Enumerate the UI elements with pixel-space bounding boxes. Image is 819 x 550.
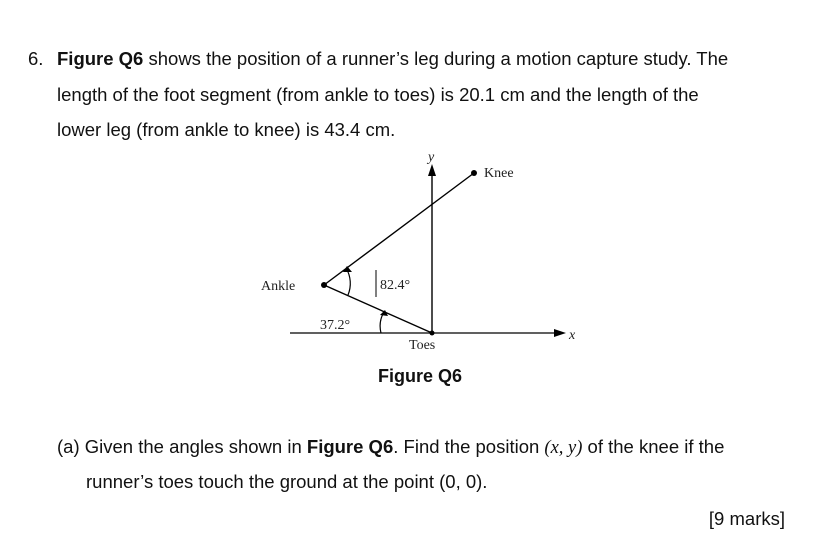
marks-label: [9 marks]	[708, 508, 785, 529]
part-a-middle: . Find the position	[393, 436, 545, 457]
figure-caption: Figure Q6	[377, 366, 462, 386]
intro-line-1-text: shows the position of a runner’s leg during a motion capture study. The	[143, 48, 729, 69]
toes-label: Toes	[409, 338, 436, 353]
knee-position-math: (x, y)	[544, 438, 583, 458]
ground-angle-label: 37.2°	[320, 318, 351, 333]
x-axis-arrow	[554, 329, 566, 337]
part-a-line-2: runner’s toes touch the ground at the point (0, 0).	[86, 471, 488, 492]
figure-reference: Figure Q6	[57, 48, 144, 69]
part-a-prefix: (a) Given the angles shown in	[57, 436, 307, 457]
y-axis-label: y	[428, 150, 435, 165]
part-a-figure-reference: Figure Q6	[306, 436, 394, 457]
part-a-suffix: of the knee if the	[582, 436, 725, 457]
question-number: 6.	[28, 48, 44, 69]
ankle-label: Ankle	[261, 279, 296, 294]
ankle-joint	[321, 282, 327, 288]
part-a-line-1	[57, 435, 724, 460]
knee-joint	[471, 170, 477, 176]
intro-line-2: length of the foot segment (from ankle to toes) is 20.1 cm and the length of the	[57, 84, 699, 105]
intro-line-3: lower leg (from ankle to knee) is 43.4 cm.	[57, 119, 396, 140]
knee-label: Knee	[484, 166, 514, 181]
y-axis-arrow	[428, 164, 436, 176]
x-axis-label: x	[569, 328, 576, 343]
ankle-angle-arc	[346, 268, 350, 295]
ankle-angle-label: 82.4°	[380, 278, 411, 293]
toes-point	[430, 331, 435, 336]
